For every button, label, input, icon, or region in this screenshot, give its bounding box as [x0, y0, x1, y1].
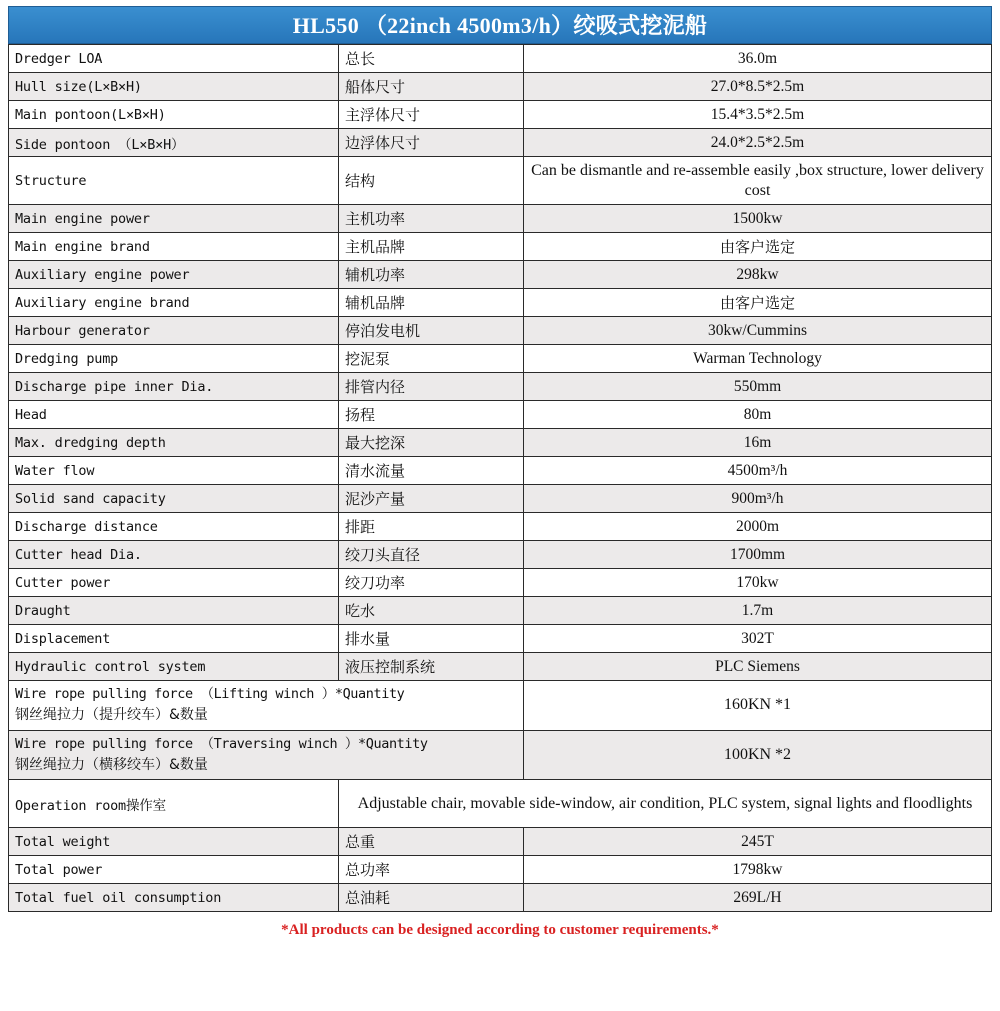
spec-label-cn: 辅机品牌 — [339, 289, 524, 317]
spec-label-en: Hydraulic control system — [9, 653, 339, 681]
spec-label-cn: 绞刀功率 — [339, 569, 524, 597]
spec-label-cn: 主机品牌 — [339, 233, 524, 261]
spec-value: Warman Technology — [524, 345, 992, 373]
spec-label-cn: 清水流量 — [339, 457, 524, 485]
spec-value: 36.0m — [524, 45, 992, 73]
spec-label-en: Dredging pump — [9, 345, 339, 373]
spec-label-cn: 主浮体尺寸 — [339, 101, 524, 129]
table-row — [9, 261, 992, 289]
spec-label-en: Discharge distance — [9, 513, 339, 541]
spec-value: 245T — [524, 828, 992, 856]
spec-value: 1.7m — [524, 597, 992, 625]
spec-label-en: Side pontoon （L×B×H） — [9, 129, 339, 157]
spec-label-en: Dredger LOA — [9, 45, 339, 73]
table-row — [9, 541, 992, 569]
spec-value: 550mm — [524, 373, 992, 401]
spec-value: 24.0*2.5*2.5m — [524, 129, 992, 157]
spec-value: 100KN *2 — [524, 730, 992, 780]
table-row — [9, 884, 992, 912]
spec-label-cn: 主机功率 — [339, 205, 524, 233]
spec-label-cn: 扬程 — [339, 401, 524, 429]
spec-label-en: Draught — [9, 597, 339, 625]
table-row — [9, 856, 992, 884]
spec-label-cn: 船体尺寸 — [339, 73, 524, 101]
spec-value: 由客户选定 — [524, 233, 992, 261]
spec-value: 900m³/h — [524, 485, 992, 513]
table-row — [9, 730, 992, 780]
spec-label-cn: 泥沙产量 — [339, 485, 524, 513]
spec-label-en — [9, 681, 524, 731]
spec-label-cn: 停泊发电机 — [339, 317, 524, 345]
spec-label-en: Operation room操作室 — [9, 780, 339, 828]
table-row — [9, 457, 992, 485]
spec-label-en: Head — [9, 401, 339, 429]
spec-label-en: Main engine power — [9, 205, 339, 233]
table-row — [9, 289, 992, 317]
spec-value: 170kw — [524, 569, 992, 597]
spec-label-cn: 总重 — [339, 828, 524, 856]
table-row — [9, 625, 992, 653]
spec-value: 27.0*8.5*2.5m — [524, 73, 992, 101]
spec-value: 302T — [524, 625, 992, 653]
table-row — [9, 317, 992, 345]
table-row — [9, 513, 992, 541]
spec-value: 1700mm — [524, 541, 992, 569]
spec-value: Adjustable chair, movable side-window, air condition, PLC system, signal lights and floodlights — [339, 780, 992, 828]
spec-label-cn: 辅机功率 — [339, 261, 524, 289]
spec-label-en: Total power — [9, 856, 339, 884]
spec-value: 16m — [524, 429, 992, 457]
spec-label-en: Main engine brand — [9, 233, 339, 261]
spec-label-en: Discharge pipe inner Dia. — [9, 373, 339, 401]
spec-label-en: Total fuel oil consumption — [9, 884, 339, 912]
spec-label-en: Cutter power — [9, 569, 339, 597]
spec-label-cn: 总功率 — [339, 856, 524, 884]
table-row — [9, 73, 992, 101]
spec-value: 1798kw — [524, 856, 992, 884]
table-row — [9, 569, 992, 597]
spec-label-cn-line: 钢丝绳拉力（提升绞车）&数量 — [15, 706, 208, 723]
table-row — [9, 429, 992, 457]
spec-value: 30kw/Cummins — [524, 317, 992, 345]
spec-label-cn: 绞刀头直径 — [339, 541, 524, 569]
spec-value: 1500kw — [524, 205, 992, 233]
spec-label-en: Max. dredging depth — [9, 429, 339, 457]
spec-value: 160KN *1 — [524, 681, 992, 731]
table-row — [9, 780, 992, 828]
spec-value: 80m — [524, 401, 992, 429]
spec-label-en: Displacement — [9, 625, 339, 653]
spec-label-cn: 排管内径 — [339, 373, 524, 401]
spec-label-en: Structure — [9, 157, 339, 205]
table-row — [9, 101, 992, 129]
spec-value: 2000m — [524, 513, 992, 541]
spec-label-en: Hull size(L×B×H) — [9, 73, 339, 101]
spec-label-en: Main pontoon(L×B×H) — [9, 101, 339, 129]
table-row — [9, 653, 992, 681]
spec-value: 4500m³/h — [524, 457, 992, 485]
table-row — [9, 828, 992, 856]
spec-label-cn: 排水量 — [339, 625, 524, 653]
table-body — [9, 45, 992, 912]
table-row — [9, 233, 992, 261]
spec-label-cn: 总长 — [339, 45, 524, 73]
table-row — [9, 205, 992, 233]
table-row — [9, 157, 992, 205]
spec-label-cn: 液压控制系统 — [339, 653, 524, 681]
table-row — [9, 401, 992, 429]
table-row — [9, 597, 992, 625]
spec-label-en — [9, 730, 524, 780]
table-row — [9, 485, 992, 513]
spec-value: 298kw — [524, 261, 992, 289]
table-row — [9, 45, 992, 73]
spec-value: 由客户选定 — [524, 289, 992, 317]
spec-label-en: Auxiliary engine power — [9, 261, 339, 289]
spec-label-en: Harbour generator — [9, 317, 339, 345]
table-row — [9, 681, 992, 731]
spec-label-en: Water flow — [9, 457, 339, 485]
spec-value: 15.4*3.5*2.5m — [524, 101, 992, 129]
table-row — [9, 129, 992, 157]
spec-label-cn: 总油耗 — [339, 884, 524, 912]
spec-label-en: Solid sand capacity — [9, 485, 339, 513]
page-title: HL550 （22inch 4500m3/h）绞吸式挖泥船 — [8, 6, 992, 44]
spec-value: Can be dismantle and re-assemble easily ,box structure, lower delivery cost — [524, 157, 992, 205]
spec-label-cn: 边浮体尺寸 — [339, 129, 524, 157]
spec-value: PLC Siemens — [524, 653, 992, 681]
footnote: *All products can be designed according to customer requirements.* — [281, 922, 719, 939]
spec-label-en: Auxiliary engine brand — [9, 289, 339, 317]
spec-label-cn: 排距 — [339, 513, 524, 541]
spec-label-en-line: Wire rope pulling force （Traversing winch ）*Quantity — [15, 735, 428, 752]
table-row — [9, 345, 992, 373]
spec-label-cn: 挖泥泵 — [339, 345, 524, 373]
spec-value: 269L/H — [524, 884, 992, 912]
specification-table — [8, 44, 992, 912]
spec-label-cn: 结构 — [339, 157, 524, 205]
spec-label-cn: 最大挖深 — [339, 429, 524, 457]
spec-label-en-line: Wire rope pulling force （Lifting winch ）*Quantity — [15, 686, 405, 702]
spec-label-en: Total weight — [9, 828, 339, 856]
spec-label-cn-line: 钢丝绳拉力（横移绞车）&数量 — [15, 756, 208, 773]
table-row — [9, 373, 992, 401]
spec-label-en: Cutter head Dia. — [9, 541, 339, 569]
spec-label-cn: 吃水 — [339, 597, 524, 625]
